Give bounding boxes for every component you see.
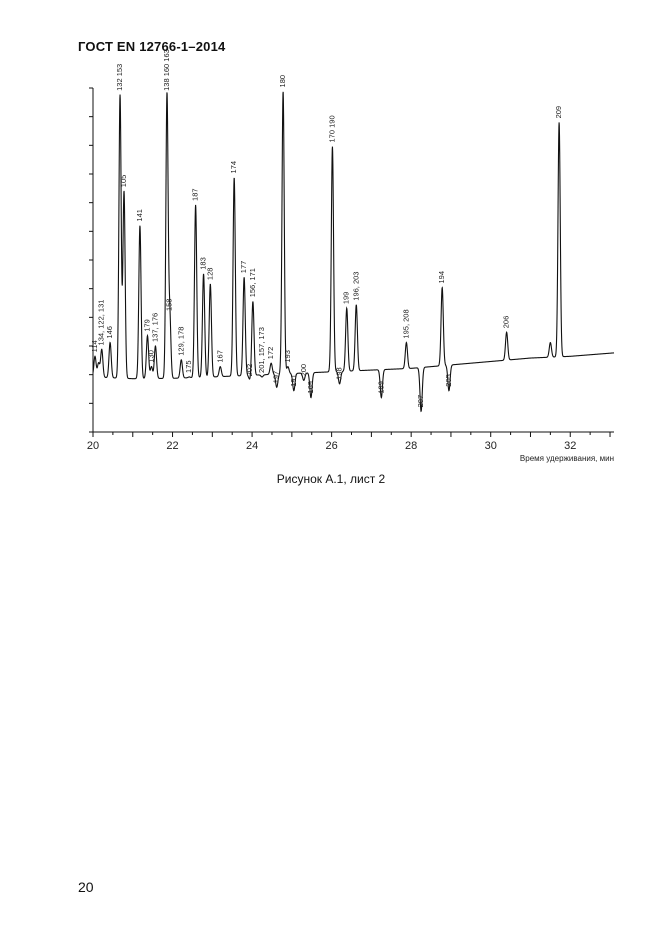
peak-labels [90,49,563,407]
page-number: 20 [78,879,94,895]
peak-label: 197 [271,370,281,384]
peak-label: 156, 171 [247,268,257,298]
x-tick-label: 32 [564,440,577,452]
peak-label: 134, 122, 131 [96,299,106,346]
x-tick-label: 22 [166,440,179,452]
peak-label: 128 [205,267,215,281]
peak-label: 179 [142,319,152,332]
x-tick-label: 28 [405,440,418,452]
document-header: ГОСТ EN 12766-1–2014 [78,39,226,54]
peak-label: 174 [229,160,239,174]
peak-label: 146 [105,326,115,339]
peak-label: 193 [282,350,292,363]
peak-label: 114 [89,340,99,353]
x-tick-label: 26 [325,440,338,452]
peak-label: 194 [437,271,447,284]
x-axis-title: Время удерживания, мин [519,454,614,463]
x-tick-label: 30 [484,440,497,452]
peak-label: 207 [416,394,426,408]
peak-label: 130 [146,350,156,363]
peak-label: 196, 203 [351,271,361,301]
peak-label: 137, 176 [150,312,160,342]
peak-label: 205 [443,374,453,387]
peak-label: 206 [501,315,511,329]
peak-label: 183 [198,257,208,270]
peak-label: 132 153 [115,63,125,91]
peak-label: 199 [341,291,351,305]
peak-label: 105 [119,174,129,188]
peak-label: 200 [298,363,308,377]
peak-label: 198 [334,367,344,380]
peak-label: 201, 157, 173 [257,327,267,373]
peak-label: 195, 208 [401,309,411,339]
peak-label: 129, 178 [176,326,186,356]
peak-label: 175 [184,360,194,373]
figure-caption: Рисунок А.1, лист 2 [276,472,386,486]
peak-label: 158 [164,298,174,312]
peak-label: 167 [215,350,225,363]
peak-label: 209 [554,105,564,119]
peak-label: 141 [134,209,144,222]
peak-label: 180 [278,74,288,88]
peak-label: 187 [190,188,200,201]
peak-label: 202 [245,363,255,377]
peak-label: 177 [239,260,249,274]
peak-label: 172 [266,346,276,360]
peak-label: 189 [376,381,386,394]
peak-label: 170 190 [327,115,337,143]
x-tick-label: 24 [245,440,259,452]
chromatogram-trace [93,92,614,411]
peak-label: 138 160 163 [161,49,171,91]
peak-label: 169 [305,381,315,394]
peak-label: 191 [288,374,298,387]
x-tick-label: 20 [86,440,100,452]
